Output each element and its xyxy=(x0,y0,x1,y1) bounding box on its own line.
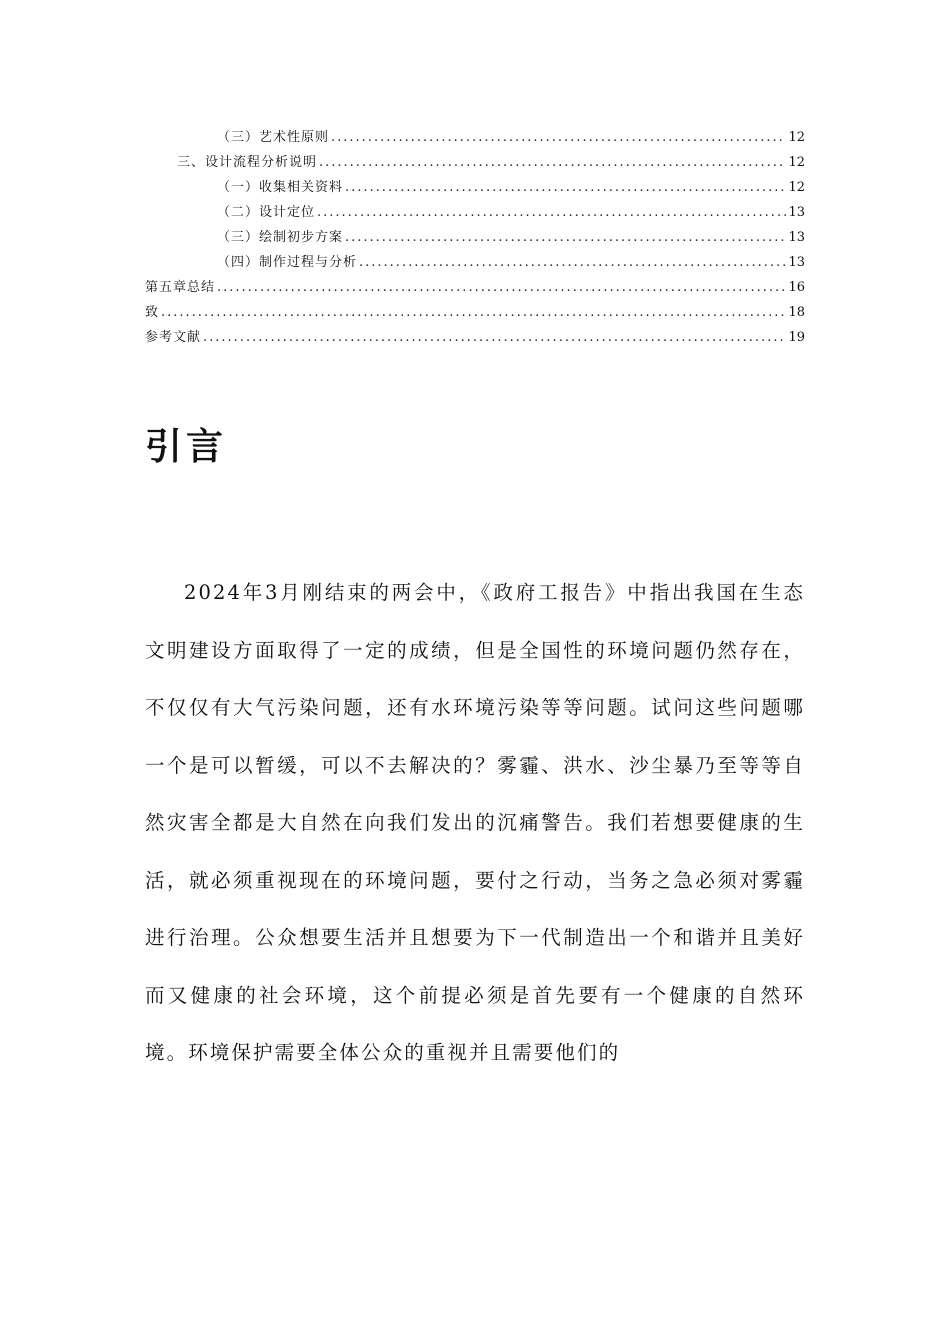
toc-entry[interactable] xyxy=(145,326,805,351)
toc-entry[interactable] xyxy=(145,301,805,326)
section-heading: 引言 xyxy=(145,425,227,468)
toc-entry-label: 参考文献 xyxy=(145,330,202,345)
toc-dot-leader xyxy=(331,130,786,145)
toc-entry-label: 致 xyxy=(145,305,160,320)
toc-dot-leader xyxy=(319,155,786,170)
toc-entry[interactable] xyxy=(145,276,805,301)
toc-entry-label: 第五章总结 xyxy=(145,280,216,295)
toc-entry-label: （三）艺术性原则 xyxy=(217,130,330,145)
toc-entry-label: （三）绘制初步方案 xyxy=(217,230,344,245)
toc-entry[interactable] xyxy=(145,176,805,201)
toc-dot-leader xyxy=(345,180,786,195)
toc-entry-page: 12 xyxy=(788,180,805,195)
toc-dot-leader xyxy=(345,230,786,245)
toc-entry-label: 三、设计流程分析说明 xyxy=(177,155,318,170)
toc-entry-page: 18 xyxy=(788,305,805,320)
toc-entry-page: 16 xyxy=(788,280,805,295)
toc-dot-leader xyxy=(161,305,786,320)
toc-entry[interactable] xyxy=(145,201,805,226)
toc-dot-leader xyxy=(359,255,786,270)
toc-dot-leader xyxy=(203,330,786,345)
toc-entry-label: （一）收集相关资料 xyxy=(217,180,344,195)
toc-entry-page: 12 xyxy=(788,130,805,145)
table-of-contents xyxy=(145,126,805,351)
toc-entry-page: 19 xyxy=(788,330,805,345)
toc-dot-leader xyxy=(317,205,786,220)
toc-entry-page: 13 xyxy=(788,205,805,220)
body-paragraph: 2024年3月刚结束的两会中，《政府工报告》中指出我国在生态文明建设方面取得了一定的成绩，但是全国性的环境问题仍然存在，不仅仅有大气污染问题，还有水环境污染等等问题。试问这些问题哪一个是可以暂缓，可以不去解决的？雾霾、洪水、沙尘暴乃至等等自然灾害全都是大自然在向我们发出的沉痛警告。我们若想要健康的生活，就必须重视现在的环境问题，要付之行动，当务之急必须对雾霾进行治理。公众想要生活并且想要为下一代制造出一个和谐并且美好而又健康的社会环境，这个前提必须是首先要有一个健康的自然环境。环境保护需要全体公众的重视并且需要他们的 xyxy=(145,581,805,1064)
toc-entry-page: 13 xyxy=(788,255,805,270)
toc-entry[interactable] xyxy=(145,251,805,276)
toc-entry[interactable] xyxy=(145,226,805,251)
toc-entry-page: 13 xyxy=(788,230,805,245)
toc-dot-leader xyxy=(217,280,786,295)
toc-entry[interactable] xyxy=(145,126,805,151)
toc-entry-page: 12 xyxy=(788,155,805,170)
toc-entry-label: （二）设计定位 xyxy=(217,205,316,220)
toc-entry[interactable] xyxy=(145,151,805,176)
toc-entry-label: （四）制作过程与分析 xyxy=(217,255,358,270)
